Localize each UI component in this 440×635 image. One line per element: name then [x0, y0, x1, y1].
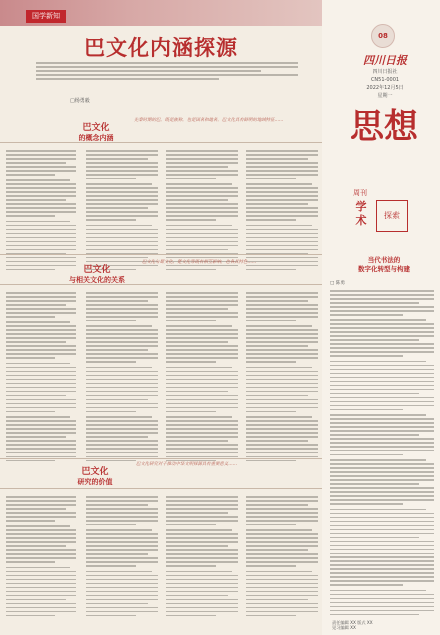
section3-heading [62, 464, 128, 487]
section3-divider-top [0, 458, 322, 459]
sidebar-title-line2: 数字化转型与构建 [358, 265, 410, 273]
section2-heading-top: 巴文化 [83, 265, 111, 275]
paper-meta [345, 68, 425, 100]
section2-col1 [6, 292, 76, 464]
xueshu-label [346, 200, 376, 228]
section3-heading-top: 巴文化 [81, 467, 109, 477]
weekly-big-title: 思想 [350, 107, 418, 147]
author-byline: □杨勇毅 [70, 98, 90, 104]
lead-paragraph [36, 62, 298, 88]
sidebar-title-line1: 当代书法的 [367, 256, 401, 264]
section2-divider-top [0, 254, 322, 255]
paper-name: 四川日报 [363, 54, 407, 67]
section3-divider [0, 488, 322, 489]
section2-col4 [246, 292, 318, 464]
tansuo-box-logo: 探索 [376, 200, 408, 232]
paper-meta-line1: 四川日报社 [372, 69, 398, 75]
editor-note [332, 620, 373, 630]
section3-col2 [86, 496, 158, 619]
section3-heading-bottom: 研究的价值 [77, 478, 113, 486]
section2-col3 [166, 292, 238, 464]
page-number: 08 [371, 24, 395, 48]
section3-col4 [246, 496, 318, 619]
section1-quote: 先秦时期的巴，既是族称，也是国名和地名，巴文化具有鲜明的地域特征…… [134, 118, 284, 123]
sidebar-article-body [330, 290, 434, 618]
section3-col3 [166, 496, 238, 619]
section1-heading [66, 120, 126, 143]
paper-meta-line4: 星期一 [377, 93, 393, 99]
sidebar-author: □ 陈勇 [330, 281, 345, 286]
section2-divider [0, 284, 322, 285]
page-title: 巴文化内涵探源 [84, 36, 238, 60]
xueshu-char1: 学 [355, 200, 367, 213]
editor-note-line1: 责任编辑 XX 版式 XX [332, 620, 373, 625]
paper-meta-line2: CN51-0001 [370, 77, 400, 83]
sidebar-article-title [345, 256, 423, 274]
weekly-label: 周刊 [353, 189, 367, 197]
section1-heading-bottom: 的概念内涵 [78, 134, 114, 142]
section-tag: 国学新知 [26, 10, 66, 23]
section2-heading-bottom: 与相关文化的关系 [69, 276, 125, 284]
section3-col1 [6, 496, 76, 619]
xueshu-char2: 术 [355, 214, 367, 227]
section2-quote: 巴文化与蜀文化、楚文化等既有相互影响，也各具特色…… [142, 260, 257, 265]
editor-note-line2: 见习编辑 XX [332, 625, 356, 630]
paper-meta-line3: 2022年12月5日 [366, 85, 404, 91]
section2-heading [60, 262, 134, 285]
section1-divider [0, 142, 322, 143]
section2-col2 [86, 292, 158, 464]
section1-heading-top: 巴文化 [82, 123, 110, 133]
section3-quote: 巴文化研究对于推动中华文明探源具有重要意义…… [136, 462, 237, 467]
